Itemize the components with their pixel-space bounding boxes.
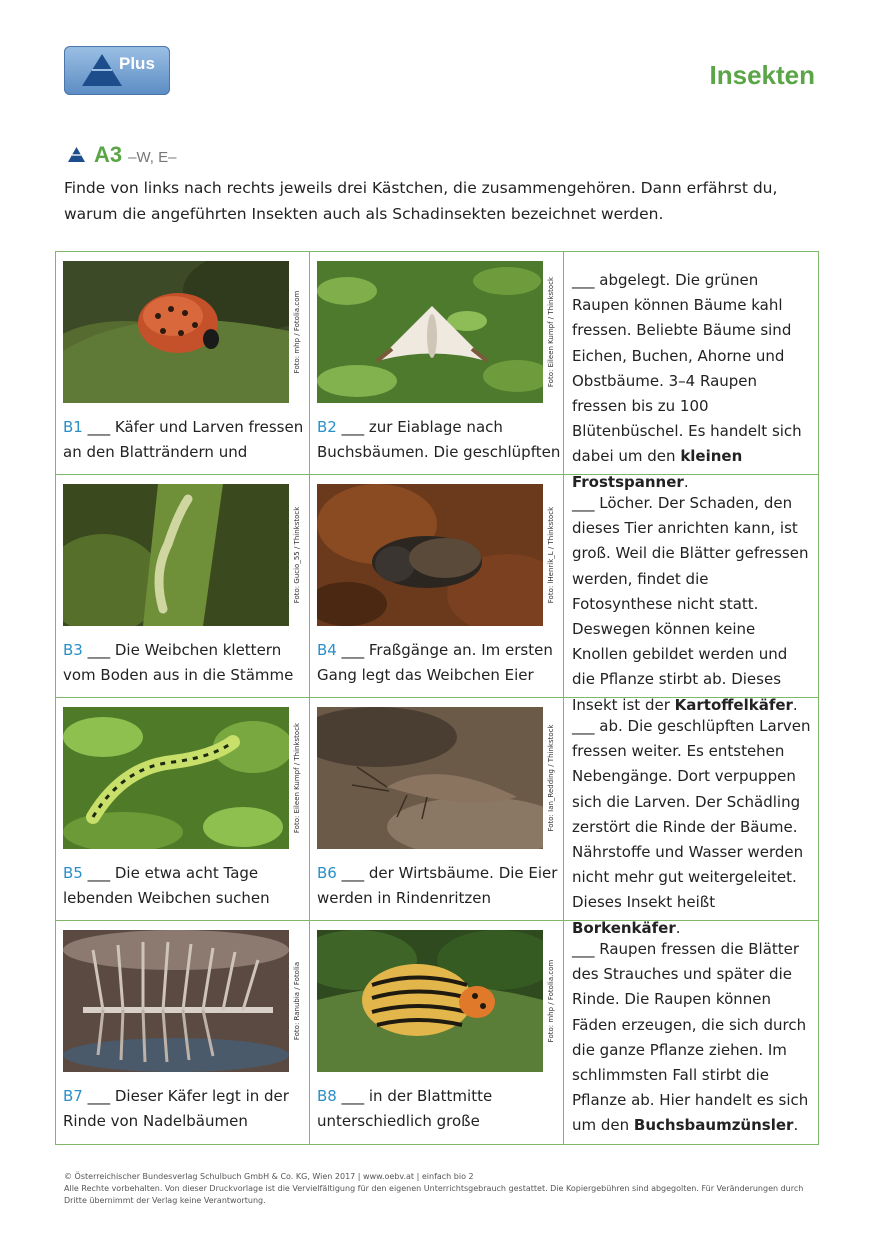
photo-credit: Foto: lHenrik_L / Thinkstock (547, 506, 555, 604)
photo-credit: Foto: Ian_Redding / Thinkstock (547, 724, 555, 832)
card-caption: B4 ___ Fraßgänge an. Im ersten Gang legt das Weibchen Eier (317, 641, 553, 684)
photo-credit: Foto: Eileen Kumpf / Thinkstock (547, 276, 555, 388)
photo-credit: Foto: mhp / Fotolia.com (547, 959, 555, 1043)
card-b6 (310, 698, 564, 921)
photo-kartoffelkaefer-larva (63, 261, 289, 403)
matching-grid (55, 251, 819, 1145)
photo-buchsbaumzuensler-caterpillar (63, 707, 289, 849)
description-text: ___ Löcher. Der Schaden, den dieses Tier anrichten kann, ist groß. Weil die Blätter gefressen werden, findet die Fotosynthese nicht statt. Deswegen können keine Knollen gebildet werden und die Pflanze stirbt ab. Dieses Insekt ist der Kartoffelkäfer. (572, 494, 809, 714)
photo-green-caterpillar (63, 484, 289, 626)
card-b5 (56, 698, 310, 921)
photo-frostspanner-moth (317, 707, 543, 849)
insect-name: Kartoffelkäfer (674, 695, 793, 714)
description-text: ___ ab. Die geschlüpften Larven fressen weiter. Es entstehen Nebengänge. Dort verpuppen sich die Larven. Der Schädling zerstört die Rinde der Bäume. Nährstoffe und Wasser werden nicht mehr gut weitergeleitet. Dieses Insekt heißt Borkenkäfer. (572, 717, 811, 937)
photo-credit: Foto: Gucio_55 / Thinkstock (293, 506, 301, 604)
task-type: –W, E– (128, 149, 177, 166)
insect-name: kleinen Frostspanner (572, 447, 743, 491)
photo-kartoffelkaefer-adult (317, 930, 543, 1072)
card-b4 (310, 475, 564, 698)
page-title: Insekten (709, 60, 815, 90)
card-b8 (310, 921, 564, 1144)
copyright-footer (64, 1171, 824, 1207)
photo-borkenkaefer (317, 484, 543, 626)
photo-buchsbaumzuensler-moth (317, 261, 543, 403)
card-caption: B5 ___ Die etwa acht Tage lebenden Weibchen suchen (63, 864, 270, 907)
card-caption: B8 ___ in der Blattmitte unterschiedlich große (317, 1087, 493, 1130)
plus-logo (64, 46, 170, 95)
card-text-row2 (564, 475, 818, 714)
footer-line-2: Alle Rechte vorbehalten. Von dieser Druckvorlage ist die Vervielfältigung für den eigenen Unterrichtsgebrauch gestattet. Die Kopiergebühren sind abgegolten. Für Veränderungen durch Dritte übernimmt der Verlag keine Verantwortung. (64, 1184, 804, 1205)
card-text-row3 (564, 695, 818, 937)
card-b3 (56, 475, 310, 698)
card-b2 (310, 252, 564, 475)
task-id: A3 (94, 142, 123, 167)
card-caption: B3 ___ Die Weibchen klettern vom Boden aus in die Stämme (63, 641, 294, 684)
task-instruction: Finde von links nach rechts jeweils drei Kästchen, die zusammengehören. Dann erfährst du, warum die angeführten Insekten auch als Schadinsekten bezeichnet werden. (64, 179, 778, 223)
photo-credit: Foto: Eileen Kumpf / Thinkstock (293, 722, 301, 834)
level-triangle-icon (68, 147, 85, 162)
card-text-row4 (564, 918, 818, 1144)
photo-credit: Foto: mhp / Fotolia.com (293, 290, 301, 374)
description-text: ___ Raupen fressen die Blätter des Strauches und später die Rinde. Die Raupen können Fäden erzeugen, die sich durch die ganze Pflanze ziehen. Im schlimmsten Fall stirbt die Pflanze ab. Hier handelt es sich um den Buchsbaumzünsler. (572, 940, 809, 1135)
card-caption: B1 ___ Käfer und Larven fressen an den Blatträndern und (63, 418, 304, 461)
card-b1 (56, 252, 310, 475)
triangle-icon (80, 52, 124, 88)
task-heading (68, 142, 176, 168)
footer-line-1: © Österreichischer Bundesverlag Schulbuch GmbH & Co. KG, Wien 2017 | www.oebv.at | einfach bio 2 (64, 1172, 474, 1181)
insect-name: Buchsbaumzünsler (633, 1116, 794, 1135)
card-text-row1 (564, 252, 818, 491)
card-caption: B2 ___ zur Eiablage nach Buchsbäumen. Die geschlüpften (317, 418, 561, 461)
photo-bark-galleries (63, 930, 289, 1072)
card-caption: B7 ___ Dieser Käfer legt in der Rinde von Nadelbäumen (63, 1087, 289, 1130)
photo-credit: Foto: Ranubia / Fotolia (293, 961, 301, 1041)
insect-name: Borkenkäfer (572, 918, 676, 937)
description-text: ___ abgelegt. Die grünen Raupen können Bäume kahl fressen. Beliebte Bäume sind Eichen, Buchen, Ahorne und Obstbäume. 3–4 Raupen fressen bis zu 100 Blütenbüschel. Es handelt sich dabei um den kleinen Frostspanner. (572, 271, 802, 491)
card-b7 (56, 921, 310, 1144)
card-caption: B6 ___ der Wirtsbäume. Die Eier werden in Rindenritzen (317, 864, 558, 907)
plus-badge-label: Plus (119, 54, 155, 73)
